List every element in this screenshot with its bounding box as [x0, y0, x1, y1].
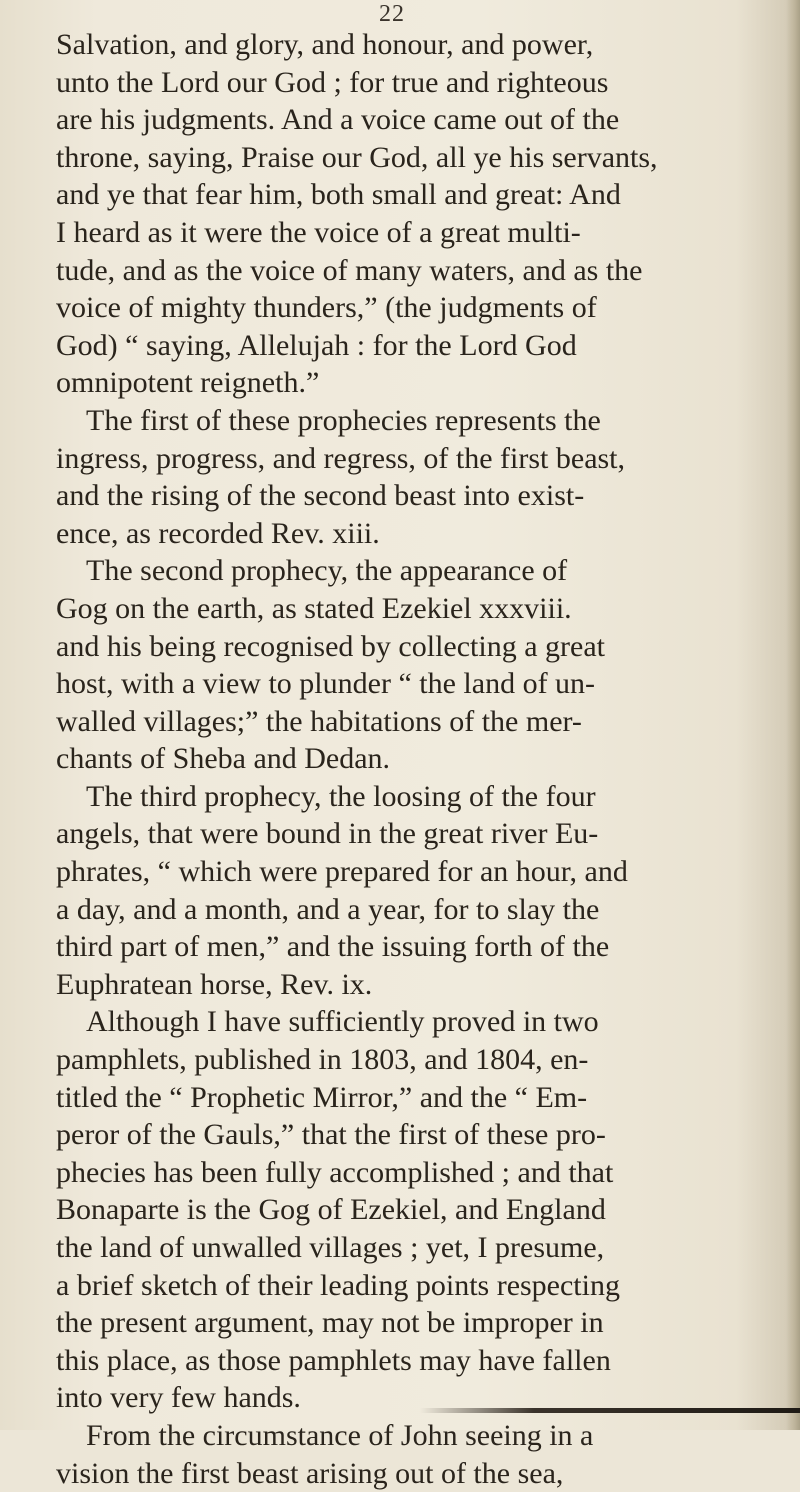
- text-line: From the circumstance of John seeing in a: [86, 1418, 594, 1452]
- text-line: and the rising of the second beast into exist-: [56, 479, 585, 513]
- page-bottom-edge: [420, 1408, 800, 1413]
- text-line: God) “ saying, Allelujah : for the Lord God: [56, 328, 577, 362]
- text-line: a brief sketch of their leading points respecting: [56, 1268, 620, 1302]
- text-line: phrates, “ which were prepared for an hour, and: [56, 855, 628, 889]
- text-line: into very few hands.: [56, 1381, 301, 1415]
- text-line: host, with a view to plunder “ the land of un-: [56, 667, 596, 701]
- text-line: the land of unwalled villages ; yet, I presume,: [56, 1231, 605, 1264]
- text-line: walled villages;” the habitations of the mer-: [56, 704, 582, 738]
- text-line: chants of Sheba and Dedan.: [56, 742, 391, 776]
- text-line: titled the “ Prophetic Mirror,” and the “ Em-: [56, 1080, 588, 1114]
- text-line: Gog on the earth, as stated Ezekiel xxxviii.: [56, 591, 572, 625]
- text-line: The second prophecy, the appearance of: [86, 554, 568, 588]
- text-line: unto the Lord our God ; for true and righteous: [56, 65, 609, 99]
- text-line: Although I have sufficiently proved in two: [86, 1005, 599, 1039]
- text-line: ence, as recorded Rev. xiii.: [56, 516, 380, 550]
- text-line: angels, that were bound in the great river Eu-: [56, 817, 599, 851]
- text-line: throne, saying, Praise our God, all ye his servants,: [56, 140, 658, 174]
- text-line: The first of these prophecies represents the: [86, 403, 601, 437]
- text-line: I heard as it were the voice of a great multi-: [56, 215, 581, 249]
- text-line: and ye that fear him, both small and great: And: [56, 178, 621, 212]
- text-line: The third prophecy, the loosing of the four: [86, 779, 596, 813]
- text-line: the present argument, may not be improper in: [56, 1306, 604, 1340]
- text-line: this place, as those pamphlets may have fallen: [56, 1343, 611, 1377]
- text-line: vision the first beast arising out of the sea,: [56, 1456, 564, 1490]
- body-text: [56, 26, 776, 1492]
- text-line: third part of men,” and the issuing forth of the: [56, 930, 610, 964]
- text-line: Salvation, and glory, and honour, and power,: [56, 28, 594, 61]
- text-line: a day, and a month, and a year, for to slay the: [56, 892, 600, 926]
- text-line: are his judgments. And a voice came out of the: [56, 103, 620, 137]
- text-line: pamphlets, published in 1803, and 1804, en-: [56, 1043, 589, 1077]
- text-line: omnipotent reigneth.”: [56, 366, 320, 400]
- text-line: ingress, progress, and regress, of the first beast,: [56, 441, 626, 475]
- text-line: voice of mighty thunders,” (the judgments of: [56, 291, 597, 325]
- page-number: 22: [379, 1, 405, 27]
- text-line: phecies has been fully accomplished ; and that: [56, 1155, 614, 1189]
- text-line: and his being recognised by collecting a great: [56, 629, 605, 663]
- text-line: Bonaparte is the Gog of Ezekiel, and England: [56, 1193, 606, 1227]
- page-edge-shadow: [786, 0, 800, 1430]
- text-line: peror of the Gauls,” that the first of these pro-: [56, 1118, 606, 1152]
- text-line: tude, and as the voice of many waters, and as the: [56, 253, 643, 287]
- text-line: Euphratean horse, Rev. ix.: [56, 967, 373, 1001]
